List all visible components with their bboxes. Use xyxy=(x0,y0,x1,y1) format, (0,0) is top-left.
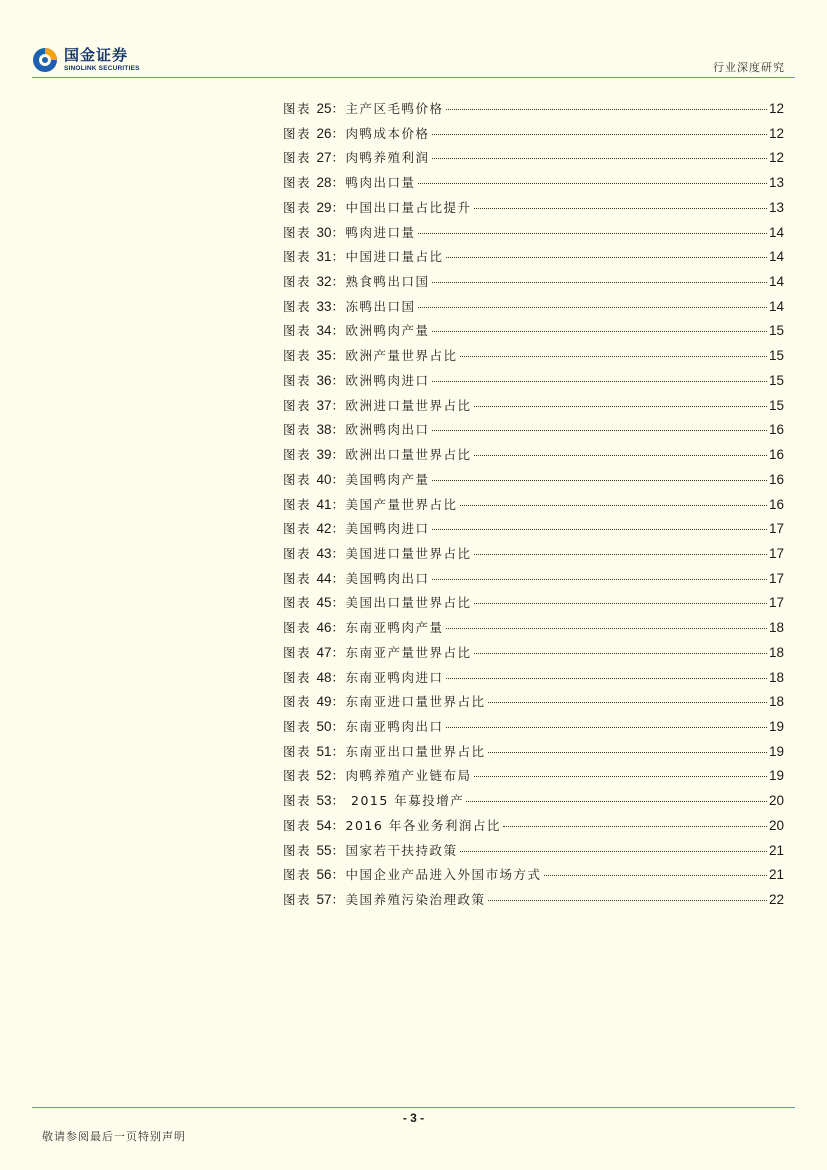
toc-dot-leader xyxy=(432,381,767,382)
toc-entry-prefix: 图表 xyxy=(283,644,317,660)
toc-entry-separator: ： xyxy=(331,199,346,215)
brand-logo xyxy=(32,47,140,73)
toc-entry-label xyxy=(283,470,430,488)
toc-entry[interactable] xyxy=(283,396,784,421)
toc-entry-separator: ： xyxy=(331,842,346,858)
toc-entry-prefix: 图表 xyxy=(283,570,317,586)
toc-entry-number: 28 xyxy=(316,175,332,191)
toc-entry-number: 47 xyxy=(316,644,332,660)
toc-dot-leader xyxy=(432,480,767,481)
toc-entry-page: 19 xyxy=(768,743,784,759)
toc-dot-leader xyxy=(432,134,767,135)
page-number: - 3 - xyxy=(402,1111,425,1125)
report-type: 行业深度研究 xyxy=(713,61,785,74)
toc-entry-label xyxy=(283,865,542,883)
toc-entry-number: 26 xyxy=(316,125,332,141)
toc-entry-label xyxy=(283,791,464,809)
toc-entry[interactable] xyxy=(283,420,784,445)
toc-entry-title: 美国鸭肉进口 xyxy=(345,521,430,537)
toc-entry-label xyxy=(283,272,430,290)
header-divider xyxy=(32,77,795,78)
toc-entry-label xyxy=(283,420,430,438)
toc-entry-title: 2015 年募投增产 xyxy=(345,793,465,809)
toc-entry-page: 17 xyxy=(768,545,784,561)
toc-entry-title: 肉鸭成本价格 xyxy=(345,125,430,141)
toc-entry[interactable] xyxy=(283,99,784,124)
toc-entry-page: 21 xyxy=(768,867,784,883)
toc-entry-separator: ： xyxy=(331,743,346,759)
toc-entry-title: 欧洲出口量世界占比 xyxy=(345,447,472,463)
toc-entry-number: 34 xyxy=(316,323,332,339)
toc-entry-number: 44 xyxy=(316,570,332,586)
toc-entry-number: 48 xyxy=(316,669,332,685)
toc-entry-label xyxy=(283,297,416,315)
toc-entry-prefix: 图表 xyxy=(283,817,317,833)
toc-entry-title: 欧洲鸭肉进口 xyxy=(345,372,430,388)
toc-entry-title: 美国产量世界占比 xyxy=(345,496,458,512)
toc-entry[interactable] xyxy=(283,223,784,248)
toc-entry-page: 13 xyxy=(768,199,784,215)
toc-entry-prefix: 图表 xyxy=(283,199,317,215)
toc-entry-number: 37 xyxy=(316,397,332,413)
toc-entry[interactable] xyxy=(283,247,784,272)
toc-entry-title: 东南亚进口量世界占比 xyxy=(345,694,486,710)
toc-dot-leader xyxy=(446,109,767,110)
toc-entry-label xyxy=(283,766,472,784)
toc-entry-prefix: 图表 xyxy=(283,768,317,784)
toc-dot-leader xyxy=(446,678,767,679)
toc-entry-prefix: 图表 xyxy=(283,595,317,611)
toc-entry-number: 36 xyxy=(316,372,332,388)
toc-entry-label xyxy=(283,643,472,661)
toc-entry[interactable] xyxy=(283,321,784,346)
toc-entry-prefix: 图表 xyxy=(283,175,317,191)
toc-entry[interactable] xyxy=(283,692,784,717)
toc-entry-page: 16 xyxy=(768,422,784,438)
toc-entry-separator: ： xyxy=(331,323,346,339)
toc-entry-title: 美国进口量世界占比 xyxy=(345,545,472,561)
toc-dot-leader xyxy=(466,801,767,802)
toc-entry-number: 54 xyxy=(316,817,332,833)
toc-entry-page: 18 xyxy=(768,620,784,636)
toc-entry-number: 25 xyxy=(316,101,332,116)
toc-entry-prefix: 图表 xyxy=(283,743,317,759)
toc-entry-title: 欧洲鸭肉出口 xyxy=(345,422,430,438)
toc-entry-title: 东南亚产量世界占比 xyxy=(345,644,472,660)
toc-entry-prefix: 图表 xyxy=(283,397,317,413)
toc-entry-label xyxy=(283,717,444,735)
toc-entry[interactable] xyxy=(283,569,784,594)
toc-entry-page: 19 xyxy=(768,718,784,734)
toc-entry[interactable] xyxy=(283,668,784,693)
toc-entry-prefix: 图表 xyxy=(283,718,317,734)
toc-entry-separator: ： xyxy=(331,718,346,734)
toc-entry-page: 16 xyxy=(768,471,784,487)
toc-dot-leader xyxy=(418,307,767,308)
toc-entry-label xyxy=(283,816,501,834)
toc-entry-separator: ： xyxy=(331,793,346,809)
toc-entry-title: 主产区毛鸭价格 xyxy=(345,101,444,116)
toc-entry[interactable] xyxy=(283,495,784,520)
toc-dot-leader xyxy=(488,752,767,753)
toc-entry-title: 鸭肉出口量 xyxy=(345,175,416,191)
toc-entry-separator: ： xyxy=(331,521,346,537)
toc-entry[interactable] xyxy=(283,371,784,396)
toc-entry-separator: ： xyxy=(331,125,346,141)
toc-entry-label xyxy=(283,346,458,364)
toc-dot-leader xyxy=(474,554,767,555)
toc-entry[interactable] xyxy=(283,519,784,544)
toc-dot-leader xyxy=(432,158,767,159)
toc-entry-page: 22 xyxy=(768,892,784,907)
toc-entry-label xyxy=(283,124,430,142)
toc-entry-label xyxy=(283,519,430,537)
toc-entry-separator: ： xyxy=(331,570,346,586)
toc-entry[interactable] xyxy=(283,643,784,668)
toc-entry-label xyxy=(283,618,444,636)
toc-dot-leader xyxy=(446,727,767,728)
toc-entry-title: 中国企业产品进入外国市场方式 xyxy=(345,867,542,883)
toc-entry-prefix: 图表 xyxy=(283,101,317,116)
toc-entry-prefix: 图表 xyxy=(283,496,317,512)
toc-entry-label xyxy=(283,569,430,587)
toc-entry-separator: ： xyxy=(331,892,346,907)
toc-entry-title: 冻鸭出口国 xyxy=(345,298,416,314)
toc-entry-number: 51 xyxy=(316,743,332,759)
toc-dot-leader xyxy=(460,356,767,357)
toc-entry[interactable] xyxy=(283,618,784,643)
toc-entry-prefix: 图表 xyxy=(283,842,317,858)
toc-entry-prefix: 图表 xyxy=(283,669,317,685)
toc-entry-page: 19 xyxy=(768,768,784,784)
toc-entry-number: 56 xyxy=(316,867,332,883)
toc-entry-title: 美国出口量世界占比 xyxy=(345,595,472,611)
toc-entry[interactable] xyxy=(283,470,784,495)
toc-dot-leader xyxy=(474,776,767,777)
toc-entry[interactable] xyxy=(283,124,784,149)
toc-entry-title: 美国鸭肉产量 xyxy=(345,471,430,487)
toc-entry-title: 国家若干扶持政策 xyxy=(345,842,458,858)
toc-entry-title: 肉鸭养殖产业链布局 xyxy=(345,768,472,784)
toc-entry-title: 鸭肉进口量 xyxy=(345,224,416,240)
toc-entry-label xyxy=(283,396,472,414)
toc-dot-leader xyxy=(503,826,767,827)
toc-entry-label xyxy=(283,890,486,908)
toc-entry-number: 41 xyxy=(316,496,332,512)
toc-entry-title: 2016 年各业务利润占比 xyxy=(345,817,501,833)
toc-entry-title: 欧洲产量世界占比 xyxy=(345,348,458,364)
figure-index xyxy=(283,99,784,915)
toc-entry-title: 欧洲进口量世界占比 xyxy=(345,397,472,413)
page-header xyxy=(0,0,827,80)
toc-entry-label xyxy=(283,495,458,513)
toc-entry-number: 30 xyxy=(316,224,332,240)
toc-entry-prefix: 图表 xyxy=(283,372,317,388)
toc-entry-label xyxy=(283,371,430,389)
toc-entry-label xyxy=(283,841,458,859)
toc-entry-prefix: 图表 xyxy=(283,348,317,364)
toc-entry-page: 17 xyxy=(768,521,784,537)
toc-entry-page: 14 xyxy=(768,224,784,240)
toc-entry[interactable] xyxy=(283,593,784,618)
toc-entry-number: 27 xyxy=(316,150,332,166)
toc-entry-separator: ： xyxy=(331,175,346,191)
toc-dot-leader xyxy=(446,628,767,629)
toc-entry-number: 42 xyxy=(316,521,332,537)
toc-entry-prefix: 图表 xyxy=(283,150,317,166)
toc-entry-prefix: 图表 xyxy=(283,422,317,438)
toc-entry[interactable] xyxy=(283,742,784,767)
toc-entry-separator: ： xyxy=(331,298,346,314)
toc-entry-page: 12 xyxy=(768,150,784,166)
toc-entry-number: 57 xyxy=(316,892,332,907)
toc-entry-number: 43 xyxy=(316,545,332,561)
toc-dot-leader xyxy=(474,455,767,456)
toc-entry-title: 美国养殖污染治理政策 xyxy=(345,892,486,907)
toc-entry-number: 33 xyxy=(316,298,332,314)
toc-entry-prefix: 图表 xyxy=(283,125,317,141)
toc-dot-leader xyxy=(474,603,767,604)
toc-entry-number: 52 xyxy=(316,768,332,784)
toc-entry-separator: ： xyxy=(331,101,346,116)
toc-entry-separator: ： xyxy=(331,545,346,561)
toc-entry-prefix: 图表 xyxy=(283,793,317,809)
toc-dot-leader xyxy=(544,875,767,876)
toc-dot-leader xyxy=(418,183,767,184)
brand-name-cn: 国金证券 xyxy=(64,45,129,64)
toc-dot-leader xyxy=(446,257,767,258)
toc-dot-leader xyxy=(432,430,767,431)
toc-entry-separator: ： xyxy=(331,249,346,265)
sinolink-logo-icon xyxy=(32,47,58,73)
toc-entry-number: 29 xyxy=(316,199,332,215)
toc-entry-separator: ： xyxy=(331,694,346,710)
toc-entry-prefix: 图表 xyxy=(283,471,317,487)
toc-entry-prefix: 图表 xyxy=(283,298,317,314)
toc-entry-page: 18 xyxy=(768,694,784,710)
toc-entry-page: 17 xyxy=(768,595,784,611)
toc-entry[interactable] xyxy=(283,841,784,866)
toc-entry-page: 15 xyxy=(768,323,784,339)
toc-dot-leader xyxy=(474,653,767,654)
toc-entry-label xyxy=(283,148,430,166)
toc-entry[interactable] xyxy=(283,717,784,742)
toc-entry-page: 17 xyxy=(768,570,784,586)
toc-entry-label xyxy=(283,668,444,686)
toc-entry-number: 31 xyxy=(316,249,332,265)
toc-entry-page: 18 xyxy=(768,669,784,685)
disclaimer: 敬请参阅最后一页特别声明 xyxy=(42,1130,186,1143)
toc-entry[interactable] xyxy=(283,297,784,322)
toc-dot-leader xyxy=(474,406,767,407)
toc-entry-number: 53 xyxy=(316,793,332,809)
toc-entry-title: 东南亚鸭肉产量 xyxy=(345,620,444,636)
toc-entry-title: 肉鸭养殖利润 xyxy=(345,150,430,166)
toc-entry[interactable] xyxy=(283,445,784,470)
toc-entry-number: 39 xyxy=(316,447,332,463)
brand-name-en: SINOLINK SECURITIES xyxy=(64,64,140,72)
toc-entry[interactable] xyxy=(283,890,784,915)
toc-entry-title: 东南亚出口量世界占比 xyxy=(345,743,486,759)
toc-entry-prefix: 图表 xyxy=(283,323,317,339)
toc-entry-separator: ： xyxy=(331,274,346,290)
toc-entry[interactable] xyxy=(283,148,784,173)
toc-entry-separator: ： xyxy=(331,348,346,364)
toc-entry-page: 21 xyxy=(768,842,784,858)
toc-entry-number: 38 xyxy=(316,422,332,438)
toc-entry-page: 15 xyxy=(768,397,784,413)
toc-entry-number: 50 xyxy=(316,718,332,734)
toc-entry-label xyxy=(283,247,444,265)
toc-entry-separator: ： xyxy=(331,620,346,636)
toc-entry-page: 15 xyxy=(768,348,784,364)
toc-entry[interactable] xyxy=(283,544,784,569)
toc-entry-separator: ： xyxy=(331,867,346,883)
toc-entry-prefix: 图表 xyxy=(283,694,317,710)
toc-entry-page: 16 xyxy=(768,447,784,463)
toc-entry-separator: ： xyxy=(331,372,346,388)
toc-entry-number: 49 xyxy=(316,694,332,710)
toc-entry-label xyxy=(283,198,472,216)
toc-entry-separator: ： xyxy=(331,595,346,611)
toc-entry-page: 20 xyxy=(768,817,784,833)
toc-dot-leader xyxy=(432,579,767,580)
toc-dot-leader xyxy=(460,505,767,506)
toc-dot-leader xyxy=(488,900,767,901)
toc-entry-prefix: 图表 xyxy=(283,867,317,883)
toc-entry-number: 40 xyxy=(316,471,332,487)
toc-entry-prefix: 图表 xyxy=(283,545,317,561)
toc-entry-separator: ： xyxy=(331,150,346,166)
toc-entry-label xyxy=(283,99,444,117)
toc-entry-number: 55 xyxy=(316,842,332,858)
toc-entry[interactable] xyxy=(283,272,784,297)
toc-entry-page: 18 xyxy=(768,644,784,660)
toc-entry-prefix: 图表 xyxy=(283,892,317,907)
toc-entry-title: 欧洲鸭肉产量 xyxy=(345,323,430,339)
toc-entry-page: 15 xyxy=(768,372,784,388)
toc-entry-prefix: 图表 xyxy=(283,521,317,537)
toc-entry-label xyxy=(283,692,486,710)
toc-entry-separator: ： xyxy=(331,817,346,833)
toc-entry[interactable] xyxy=(283,346,784,371)
toc-entry-separator: ： xyxy=(331,768,346,784)
toc-entry-label xyxy=(283,445,472,463)
toc-entry[interactable] xyxy=(283,865,784,890)
toc-entry-page: 20 xyxy=(768,793,784,809)
toc-entry-separator: ： xyxy=(331,422,346,438)
toc-dot-leader xyxy=(418,233,767,234)
toc-entry-page: 14 xyxy=(768,249,784,265)
toc-entry-page: 12 xyxy=(768,101,784,116)
toc-entry-prefix: 图表 xyxy=(283,620,317,636)
toc-entry-separator: ： xyxy=(331,644,346,660)
toc-entry-title: 东南亚鸭肉进口 xyxy=(345,669,444,685)
toc-entry-prefix: 图表 xyxy=(283,224,317,240)
toc-entry-separator: ： xyxy=(331,496,346,512)
toc-entry-page: 14 xyxy=(768,274,784,290)
toc-dot-leader xyxy=(432,331,767,332)
toc-entry-number: 35 xyxy=(316,348,332,364)
toc-entry-prefix: 图表 xyxy=(283,249,317,265)
toc-entry-label xyxy=(283,544,472,562)
toc-dot-leader xyxy=(474,208,767,209)
toc-entry-page: 13 xyxy=(768,175,784,191)
toc-entry[interactable] xyxy=(283,766,784,791)
footer-divider xyxy=(32,1107,795,1108)
toc-entry-label xyxy=(283,321,430,339)
toc-entry-separator: ： xyxy=(331,471,346,487)
toc-entry-number: 32 xyxy=(316,274,332,290)
toc-entry-prefix: 图表 xyxy=(283,274,317,290)
toc-entry-page: 16 xyxy=(768,496,784,512)
toc-entry-title: 中国出口量占比提升 xyxy=(345,199,472,215)
toc-entry-separator: ： xyxy=(331,397,346,413)
toc-entry-label xyxy=(283,742,486,760)
toc-entry-title: 中国进口量占比 xyxy=(345,249,444,265)
toc-dot-leader xyxy=(432,529,767,530)
toc-entry-prefix: 图表 xyxy=(283,447,317,463)
toc-entry-separator: ： xyxy=(331,669,346,685)
toc-entry[interactable] xyxy=(283,198,784,223)
toc-entry-number: 45 xyxy=(316,595,332,611)
toc-entry-label xyxy=(283,173,416,191)
toc-entry[interactable] xyxy=(283,173,784,198)
toc-dot-leader xyxy=(432,282,767,283)
toc-entry-separator: ： xyxy=(331,447,346,463)
toc-entry-page: 14 xyxy=(768,298,784,314)
toc-entry[interactable] xyxy=(283,816,784,841)
toc-entry[interactable] xyxy=(283,791,784,816)
toc-entry-page: 12 xyxy=(768,125,784,141)
toc-entry-separator: ： xyxy=(331,224,346,240)
toc-dot-leader xyxy=(488,702,767,703)
toc-entry-title: 美国鸭肉出口 xyxy=(345,570,430,586)
toc-entry-title: 东南亚鸭肉出口 xyxy=(345,718,444,734)
toc-entry-label xyxy=(283,223,416,241)
toc-entry-title: 熟食鸭出口国 xyxy=(345,274,430,290)
toc-dot-leader xyxy=(460,851,767,852)
toc-entry-number: 46 xyxy=(316,620,332,636)
toc-entry-label xyxy=(283,593,472,611)
